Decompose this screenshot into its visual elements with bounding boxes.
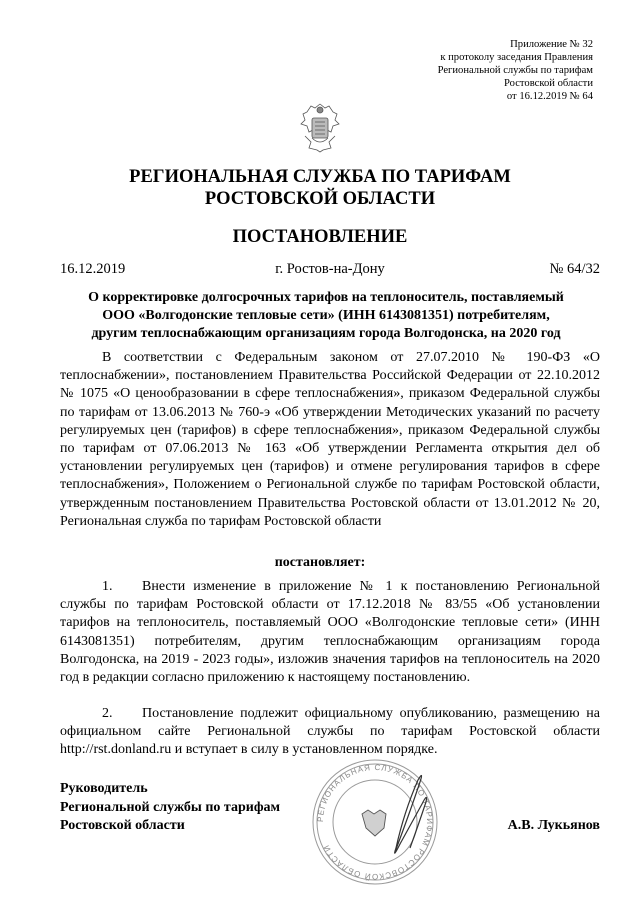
item-number: 1. — [102, 579, 113, 594]
coat-of-arms-icon — [297, 100, 343, 154]
document-number: № 64/32 — [549, 261, 600, 277]
signer-name: А.В. Лукьянов — [507, 818, 600, 833]
official-stamp-icon — [300, 752, 450, 892]
item-text: Внести изменение в приложение № 1 к постановлению Региональной службы по тарифам Ростовской области от 17.12.2018 № 83/55 «Об установлении тарифов на теплоноситель, поставляемый ООО «Волгодонские тепловые сети» (ИНН 6143081351) потребителям, другим теплоснабжающим организациям города Волгодонска, на 2019 - 2023 годы», изложив значения тарифов на теплоноситель на 2020 год в редакции согласно приложению к настоящему постановлению. — [60, 579, 600, 686]
subject-line: ООО «Волгодонские тепловые сети» (ИНН 6143081351) потребителям, — [102, 308, 550, 323]
signer-title-line: Ростовской области — [60, 818, 185, 833]
document-meta — [60, 259, 600, 279]
appendix-line: от 16.12.2019 № 64 — [506, 91, 593, 102]
stamp-text: РЕГИОНАЛЬНАЯ СЛУЖБА ПО ТАРИФАМ РОСТОВСКОЙ ОБЛАСТИ — [315, 762, 435, 882]
appendix-line: к протоколу заседания Правления — [440, 52, 593, 63]
signer-title-line: Руководитель — [60, 781, 148, 796]
appendix-line: Ростовской области — [504, 78, 593, 89]
subject-line: О корректировке долгосрочных тарифов на теплоноситель, поставляемый — [88, 290, 564, 305]
item-text: Постановление подлежит официальному опубликованию, размещению на официальном сайте Региональной службы по тарифам Ростовской области http://rst.donland.ru и вступает в силу в установленном порядке. — [60, 706, 600, 758]
document-city: г. Ростов-на-Дону — [275, 261, 385, 277]
document-date: 16.12.2019 — [60, 261, 126, 277]
resolves-heading: постановляет: — [274, 555, 366, 570]
org-name-line1: РЕГИОНАЛЬНАЯ СЛУЖБА ПО ТАРИФАМ — [129, 167, 511, 187]
appendix-line: Приложение № 32 — [510, 39, 593, 50]
org-name — [40, 166, 600, 210]
item-number: 2. — [102, 706, 113, 721]
document-subject — [52, 289, 600, 343]
signer-title — [60, 780, 280, 836]
org-name-line2: РОСТОВСКОЙ ОБЛАСТИ — [204, 189, 436, 209]
preamble-paragraph: В соответствии с Федеральным законом от 27.07.2010 № 190-ФЗ «О теплоснабжении», постановлением Правительства Российской Федерации от 22.10.2012 № 1075 «О ценообразовании в сфере теплоснабжения», приказом Федеральной службы по тарифам от 13.06.2013 № 760-э «Об утверждении Методических указаний по расчету регулируемых цен (тарифов) в сфере теплоснабжения», приказом Федеральной службы по тарифам от 07.06.2013 № 163 «Об утверждении Регламента открытия дел об установлении регулируемых цен (тарифов) и отмене регулирования тарифов в сфере теплоснабжения», Положением о Региональной службе по тарифам Ростовской области, утвержденным постановлением Правительства Ростовской области от 13.01.2012 № 20, Региональная служба по тарифам Ростовской области — [60, 350, 600, 529]
appendix-note — [353, 38, 593, 103]
subject-line: другим теплоснабжающим организациям города Волгодонска, на 2020 год — [91, 326, 561, 341]
resolution-item-1 — [60, 578, 600, 687]
signer-title-line: Региональной службы по тарифам — [60, 799, 281, 815]
appendix-line: Региональной службы по тарифам — [437, 65, 593, 76]
document-type: ПОСТАНОВЛЕНИЕ — [232, 227, 408, 247]
